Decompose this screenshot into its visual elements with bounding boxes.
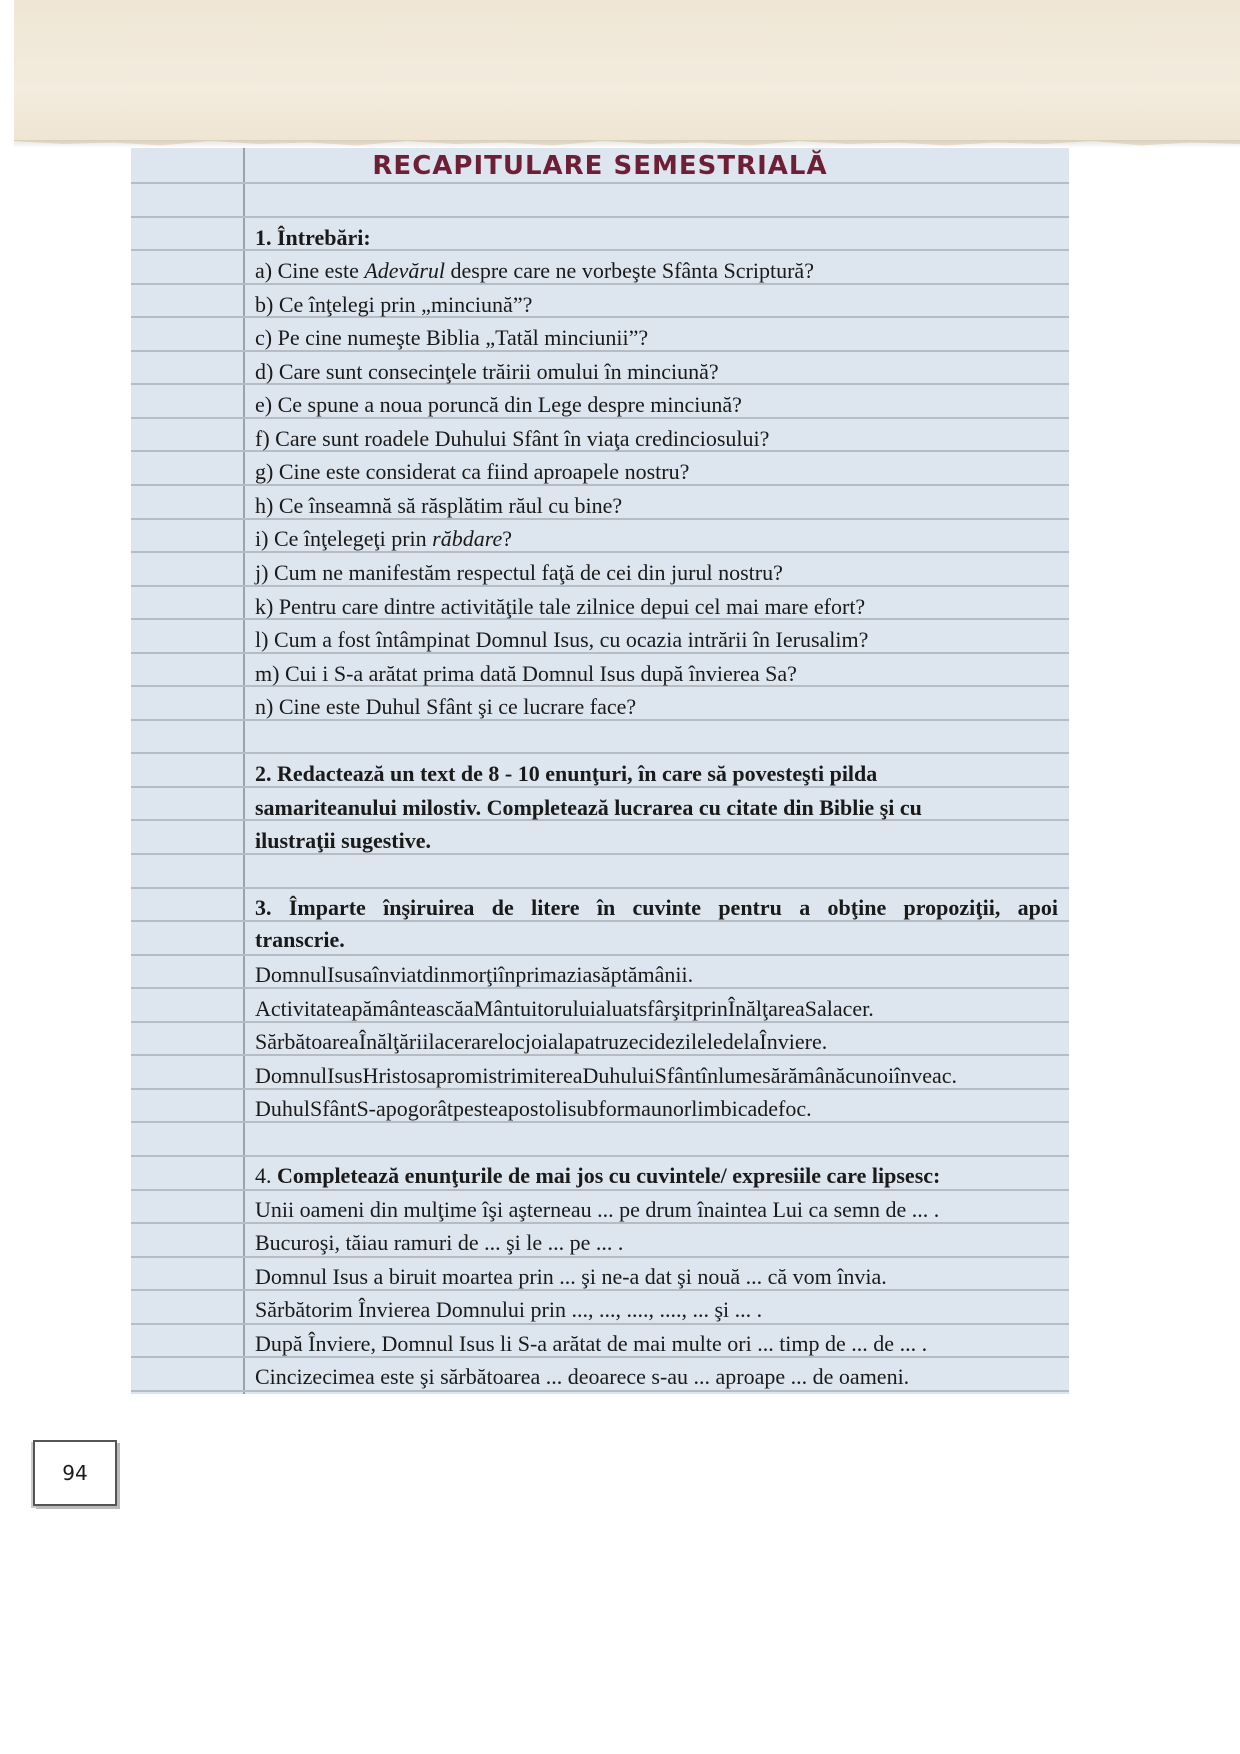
ruled-line bbox=[131, 184, 1069, 218]
question-a: a) Cine este Adevărul despre care ne vorbeşte Sfânta Scriptură? bbox=[255, 258, 814, 283]
question-e: e) Ce spune a noua poruncă din Lege despre minciună? bbox=[255, 392, 742, 417]
section4-sentence-3: Domnul Isus a biruit moartea prin ... şi ne-a dat şi nouă ... că vom învia. bbox=[255, 1264, 887, 1289]
section4-sentence-5: După Înviere, Domnul Isus li S-a arătat de mai multe ori ... timp de ... de ... . bbox=[255, 1331, 928, 1356]
paper-header-band bbox=[14, 0, 1240, 150]
question-j: j) Cum ne manifestăm respectul faţă de cei din jurul nostru? bbox=[255, 560, 783, 585]
section4-sentence-1: Unii oameni din mulţime îşi aşterneau ... pe drum înaintea Lui ca semn de ... . bbox=[255, 1197, 940, 1222]
section4-heading: 4. Completează enunţurile de mai jos cu cuvintele/ expresiile care lipsesc: bbox=[255, 1163, 941, 1188]
question-d: d) Care sunt consecinţele trăirii omului în minciună? bbox=[255, 359, 719, 384]
page-title: RECAPITULARE SEMESTRIALĂ bbox=[372, 151, 828, 181]
question-m: m) Cui i S-a arătat prima dată Domnul Isus după învierea Sa? bbox=[255, 661, 797, 686]
question-n: n) Cine este Duhul Sfânt şi ce lucrare face? bbox=[255, 694, 637, 719]
page-number: 94 bbox=[33, 1440, 117, 1506]
section3-sentence-2: ActivitateapământeascăaMântuitoruluialuatsfârşitprinÎnălţareaSalacer. bbox=[255, 996, 874, 1021]
section4-sentence-2: Bucuroşi, tăiau ramuri de ... şi le ... pe ... . bbox=[255, 1230, 624, 1255]
question-h: h) Ce înseamnă să răsplătim răul cu bine? bbox=[255, 493, 623, 518]
question-i: i) Ce înţelegeţi prin răbdare? bbox=[255, 526, 513, 551]
ruled-line bbox=[131, 721, 1069, 755]
ruled-line bbox=[131, 855, 1069, 889]
question-g: g) Cine este considerat ca fiind aproapele nostru? bbox=[255, 459, 690, 484]
question-f: f) Care sunt roadele Duhului Sfânt în viaţa credinciosului? bbox=[255, 426, 770, 451]
section3-sentence-4: DomnulIsusHristosapromistrimitereaDuhuluiSfântînlumesărămânăcunoiînveac. bbox=[255, 1063, 958, 1088]
section4-sentence-4: Sărbătorim Învierea Domnului prin ..., ..., ...., ...., ... şi ... . bbox=[255, 1297, 763, 1322]
section3-sentence-5: DuhulSfântS-apogorâtpesteapostolisubformaunorlimbicadefoc. bbox=[255, 1096, 812, 1121]
section2-line2: samariteanului milostiv. Completează lucrarea cu citate din Biblie şi cu bbox=[255, 795, 922, 820]
header-shadow bbox=[14, 140, 1240, 148]
section2-line1: 2. Redactează un text de 8 - 10 enunţuri, în care să povesteşti pilda bbox=[255, 761, 878, 786]
section2-line3: ilustraţii sugestive. bbox=[255, 828, 431, 853]
question-b: b) Ce înţelegi prin „minciună”? bbox=[255, 292, 533, 317]
section1-heading: 1. Întrebări: bbox=[255, 225, 371, 250]
question-c: c) Pe cine numeşte Biblia „Tatăl minciunii”? bbox=[255, 325, 649, 350]
section4-sentence-6: Cincizecimea este şi sărbătoarea ... deoarece s-au ... aproape ... de oameni. bbox=[255, 1364, 910, 1389]
section3-sentence-1: DomnulIsusaînviatdinmorţiînprimaziasăptămânii. bbox=[255, 962, 694, 987]
ruled-line bbox=[131, 1123, 1069, 1157]
section3-heading-line2: transcrie. bbox=[255, 927, 345, 952]
section3-heading-line1: 3. Împarte înşiruirea de litere în cuvinte pentru a obţine propoziţii, apoi bbox=[255, 895, 1058, 920]
question-k: k) Pentru care dintre activităţile tale zilnice depui cel mai mare efort? bbox=[255, 594, 866, 619]
question-l: l) Cum a fost întâmpinat Domnul Isus, cu ocazia intrării în Ierusalim? bbox=[255, 627, 869, 652]
section3-sentence-3: SărbătoareaÎnălţăriilacerarelocjoialapatruzecidezileledelaÎnviere. bbox=[255, 1029, 828, 1054]
